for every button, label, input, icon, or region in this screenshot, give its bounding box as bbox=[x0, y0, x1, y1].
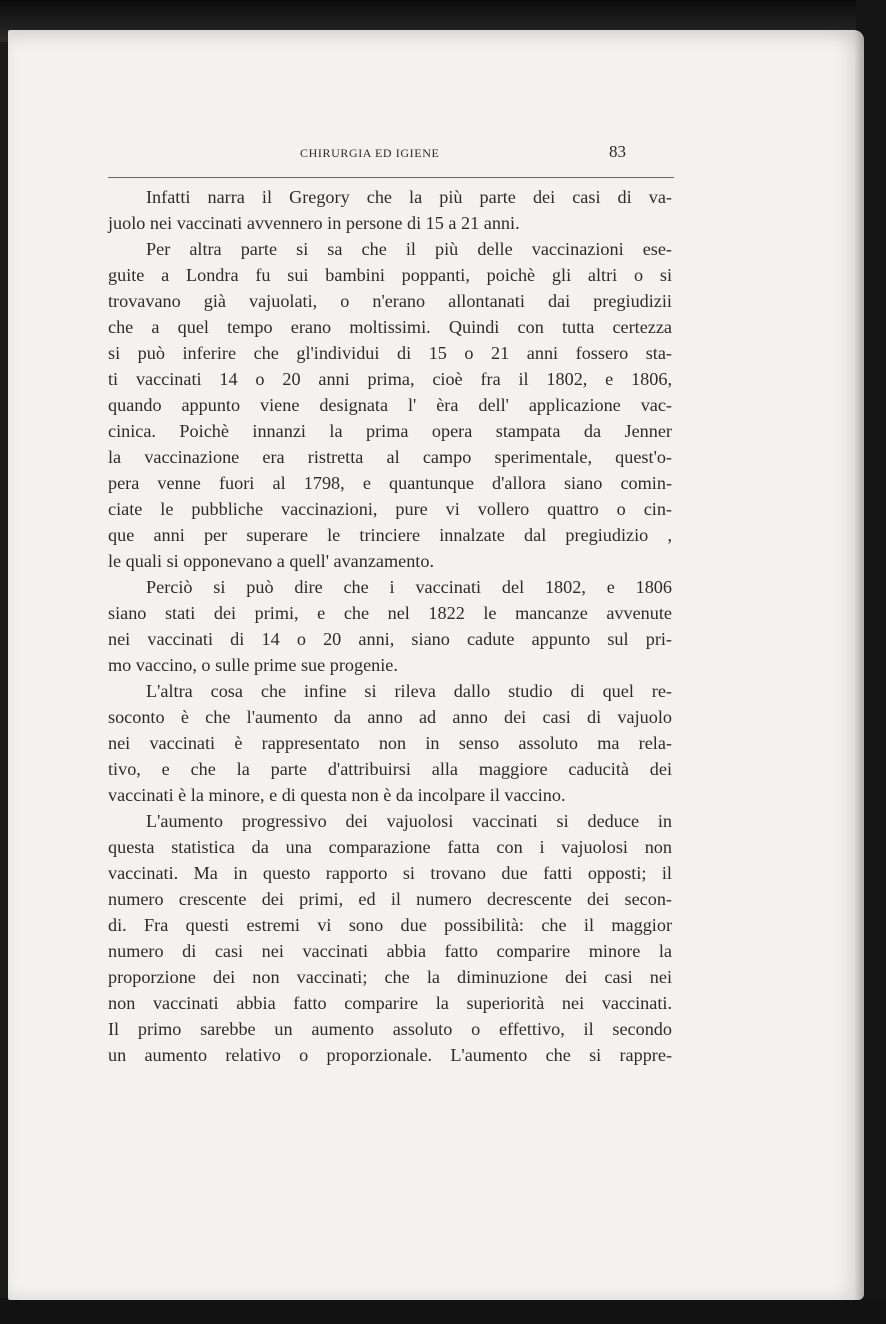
text-line: Per altra parte si sa che il più delle vaccinazioni ese- bbox=[146, 239, 672, 259]
page-number: 83 bbox=[609, 142, 626, 161]
text-line: di. Fra questi estremi vi sono due possibilità: che il maggior bbox=[108, 915, 672, 935]
page-edge-shadow bbox=[854, 30, 864, 1300]
body-text bbox=[108, 184, 672, 1068]
text-line: ti vaccinati 14 o 20 anni prima, cioè fra il 1802, e 1806, bbox=[108, 369, 672, 389]
text-line: vaccinati. Ma in questo rapporto si trovano due fatti opposti; il bbox=[108, 863, 672, 883]
text-line: vaccinati è la minore, e di questa non è da incolpare il vaccino. bbox=[108, 785, 566, 805]
scan-bottom-border bbox=[0, 1298, 886, 1324]
running-header bbox=[108, 142, 668, 166]
running-title: CHIRURGIA ED IGIENE bbox=[300, 146, 440, 160]
text-line: guite a Londra fu sui bambini poppanti, poichè gli altri o si bbox=[108, 265, 672, 285]
text-line: L'altra cosa che infine si rileva dallo studio di quel re- bbox=[146, 681, 672, 701]
text-line: numero di casi nei vaccinati abbia fatto comparire minore la bbox=[108, 941, 672, 961]
text-line: siano stati dei primi, e che nel 1822 le mancanze avvenute bbox=[108, 603, 672, 623]
header-rule bbox=[108, 177, 674, 178]
text-line: quando appunto viene designata l' èra dell' applicazione vac- bbox=[108, 395, 672, 415]
text-line: questa statistica da una comparazione fatta con i vajuolosi non bbox=[108, 837, 672, 857]
text-line: un aumento relativo o proporzionale. L'aumento che si rappre- bbox=[108, 1045, 672, 1065]
text-line: proporzione dei non vaccinati; che la diminuzione dei casi nei bbox=[108, 967, 672, 987]
text-line: che a quel tempo erano moltissimi. Quindi con tutta certezza bbox=[108, 317, 672, 337]
text-line: Il primo sarebbe un aumento assoluto o effettivo, il secondo bbox=[108, 1019, 672, 1039]
text-line: si può inferire che gl'individui di 15 o 21 anni fossero sta- bbox=[108, 343, 672, 363]
text-line: le quali si opponevano a quell' avanzamento. bbox=[108, 551, 434, 571]
text-line: tivo, e che la parte d'attribuirsi alla maggiore caducità dei bbox=[108, 759, 672, 779]
text-line: mo vaccino, o sulle prime sue progenie. bbox=[108, 655, 398, 675]
text-line: ciate le pubbliche vaccinazioni, pure vi vollero quattro o cin- bbox=[108, 499, 672, 519]
text-line: juolo nei vaccinati avvennero in persone di 15 a 21 anni. bbox=[108, 213, 520, 233]
text-line: pera venne fuori al 1798, e quantunque d'allora siano comin- bbox=[108, 473, 672, 493]
text-line: Perciò si può dire che i vaccinati del 1802, e 1806 bbox=[146, 577, 672, 597]
text-line: que anni per superare le trinciere innalzate dal pregiudizio , bbox=[108, 525, 672, 545]
text-line: nei vaccinati è rappresentato non in senso assoluto ma rela- bbox=[108, 733, 672, 753]
text-line: trovavano già vajuolati, o n'erano allontanati dai pregiudizii bbox=[108, 291, 672, 311]
text-line: numero crescente dei primi, ed il numero decrescente dei secon- bbox=[108, 889, 672, 909]
text-line: Infatti narra il Gregory che la più parte dei casi di va- bbox=[146, 187, 672, 207]
text-line: la vaccinazione era ristretta al campo sperimentale, quest'o- bbox=[108, 447, 672, 467]
text-line: L'aumento progressivo dei vajuolosi vaccinati si deduce in bbox=[146, 811, 672, 831]
text-line: cinica. Poichè innanzi la prima opera stampata da Jenner bbox=[108, 421, 672, 441]
text-line: non vaccinati abbia fatto comparire la superiorità nei vaccinati. bbox=[108, 993, 672, 1013]
text-line: nei vaccinati di 14 o 20 anni, siano cadute appunto sul pri- bbox=[108, 629, 672, 649]
text-line: soconto è che l'aumento da anno ad anno dei casi di vajuolo bbox=[108, 707, 672, 727]
